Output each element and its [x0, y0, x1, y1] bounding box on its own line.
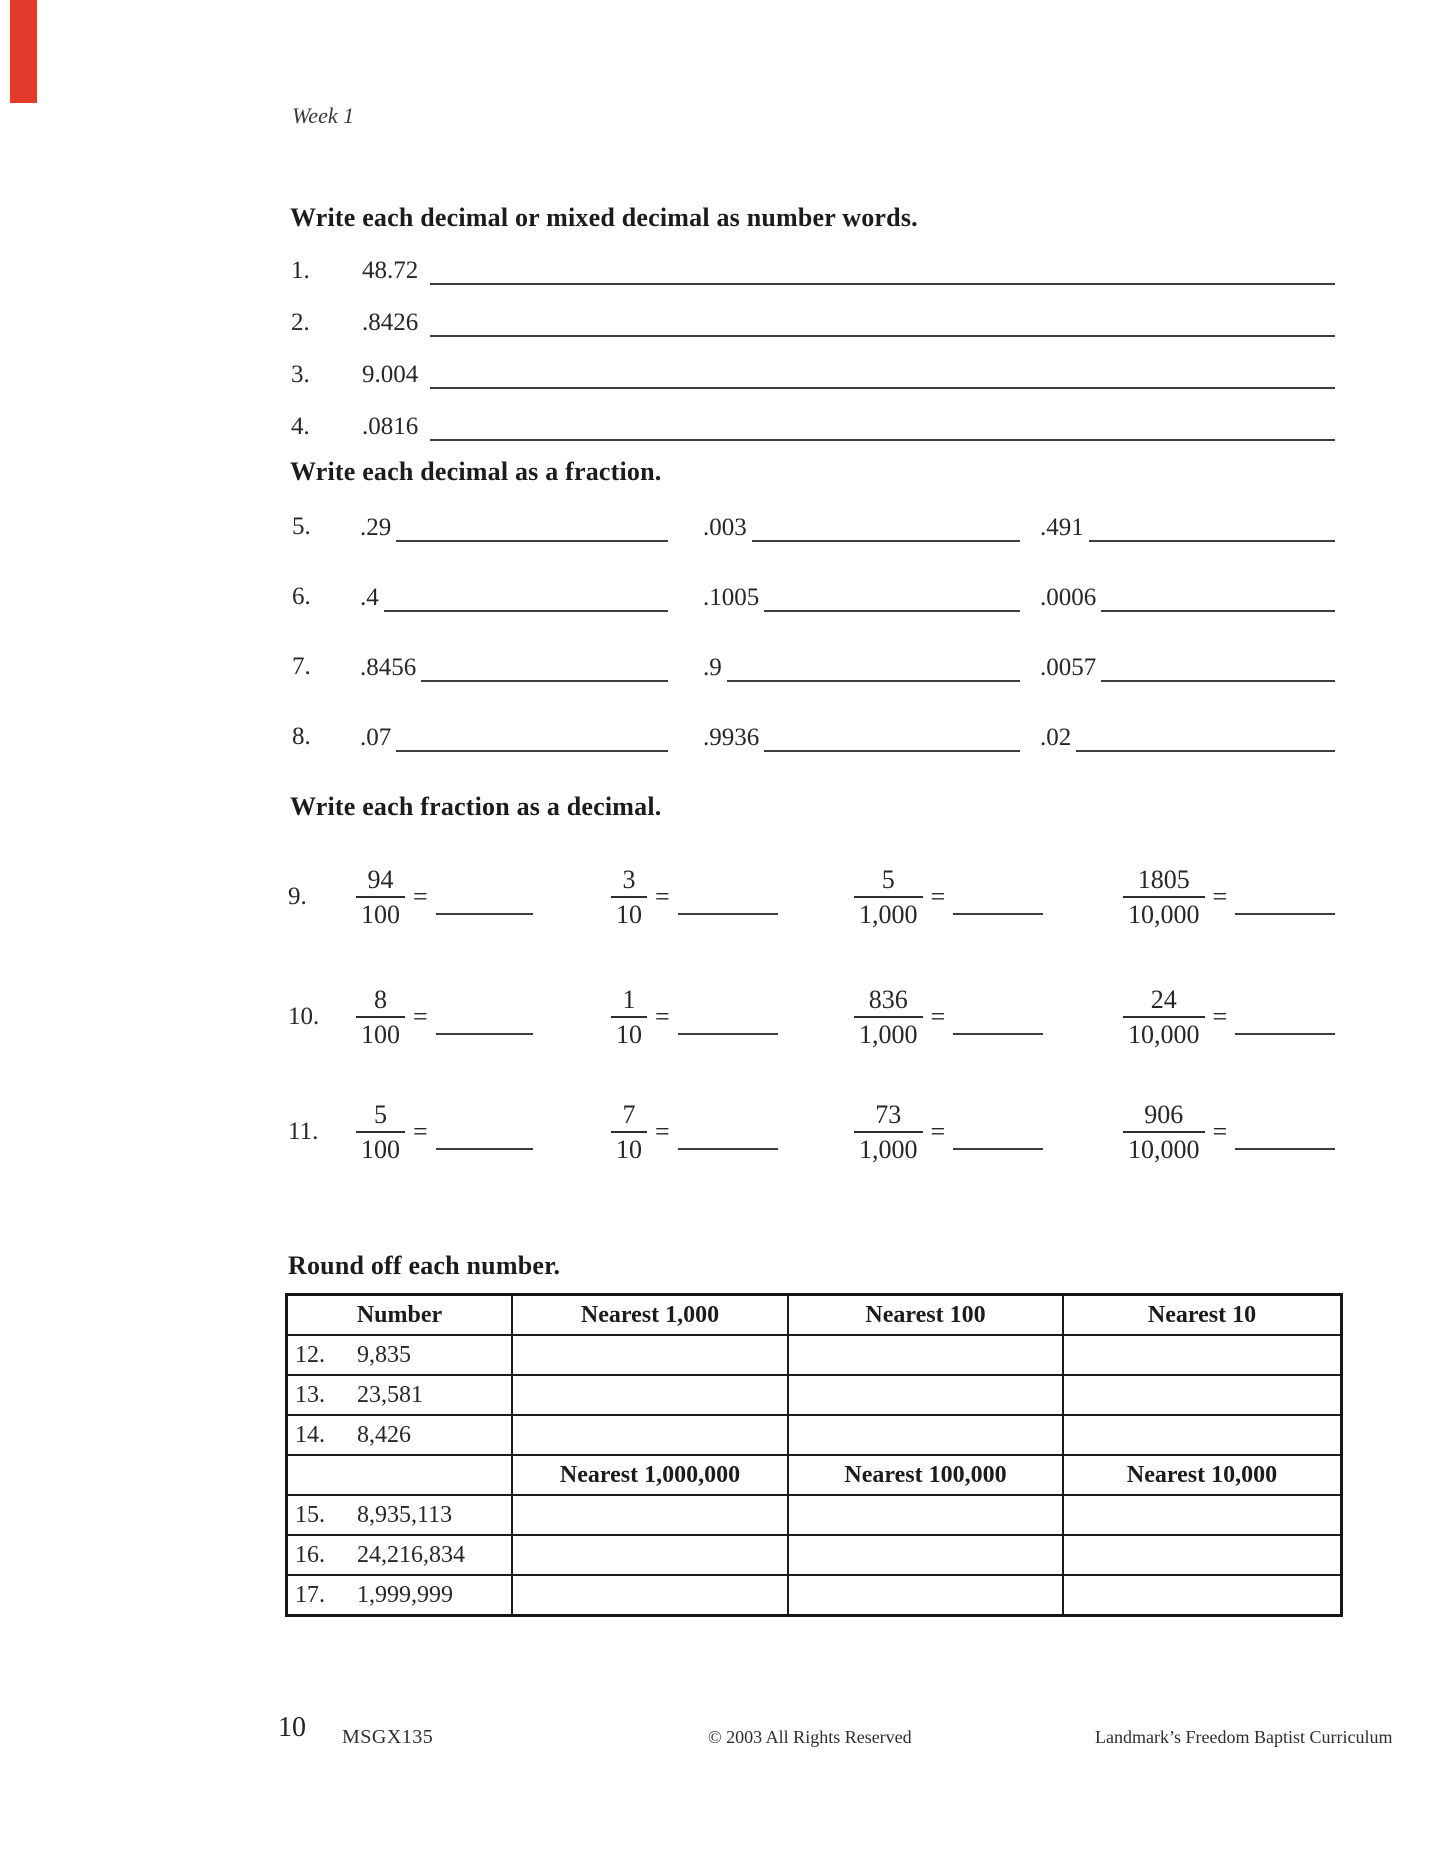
- table-row: [288, 1376, 513, 1416]
- equals-sign: =: [930, 882, 946, 911]
- problem-value: .0816: [362, 413, 419, 440]
- answer-blank: [1235, 1033, 1335, 1035]
- problem-number: 6.: [292, 583, 311, 610]
- answer-blank: [1235, 913, 1335, 915]
- section-heading-decimal-to-fraction: Write each decimal as a fraction.: [290, 457, 662, 486]
- answer-blank: [430, 436, 1335, 441]
- problem-number: 2.: [291, 309, 310, 336]
- answer-blank: [421, 677, 668, 682]
- fraction-denominator: 10: [611, 1131, 647, 1163]
- problem-row: [291, 255, 1335, 285]
- problem-number: 11.: [288, 1118, 319, 1145]
- table-row-number: 16.: [295, 1541, 325, 1568]
- table-empty-cell: [513, 1416, 789, 1456]
- answer-blank: [1101, 677, 1335, 682]
- problem-value: 48.72: [362, 257, 419, 284]
- fraction-problem: [356, 972, 533, 1062]
- table-empty-cell: [513, 1336, 789, 1376]
- equals-sign: =: [1212, 1002, 1228, 1031]
- answer-blank: [1076, 747, 1335, 752]
- fraction-numerator: 7: [622, 1099, 636, 1129]
- fraction: [611, 864, 647, 929]
- fraction-problem: [1123, 1087, 1335, 1177]
- problem-number: 8.: [292, 723, 311, 750]
- fraction-numerator: 8: [374, 984, 387, 1014]
- fraction: [1123, 984, 1205, 1049]
- equals-sign: =: [413, 1117, 428, 1146]
- table-empty-cell: [513, 1536, 789, 1576]
- fraction: [356, 864, 405, 929]
- fraction-problem: [854, 852, 1043, 942]
- problem-row: [0, 1087, 1445, 1177]
- fraction-denominator: 10: [611, 896, 647, 928]
- problem-number: 9.: [288, 883, 307, 910]
- week-label: Week 1: [292, 103, 355, 128]
- fraction-denominator: 10,000: [1123, 1016, 1205, 1048]
- fraction-denominator: 1,000: [854, 1016, 923, 1048]
- footer-page-number: 10: [278, 1712, 306, 1743]
- fraction-denominator: 1,000: [854, 1131, 923, 1163]
- answer-blank: [396, 537, 668, 542]
- table-header-cell: Nearest 100: [789, 1296, 1064, 1336]
- answer-blank: [764, 607, 1020, 612]
- fraction-numerator: 73: [875, 1099, 902, 1129]
- fraction-problem: [356, 852, 533, 942]
- fraction-numerator: 5: [374, 1099, 387, 1129]
- problem-value: .0006: [1040, 584, 1097, 611]
- footer-publisher: Landmark’s Freedom Baptist Curriculum: [1095, 1727, 1393, 1747]
- fraction-denominator: 100: [356, 896, 405, 928]
- answer-blank: [752, 537, 1020, 542]
- answer-blank: [396, 747, 668, 752]
- section-heading-fraction-to-decimal: Write each fraction as a decimal.: [290, 792, 662, 821]
- table-header-cell: Nearest 100,000: [789, 1456, 1064, 1496]
- fraction-numerator: 24: [1150, 984, 1177, 1014]
- fraction: [854, 1099, 923, 1164]
- table-empty-cell: [1064, 1576, 1340, 1614]
- table-header-cell: Nearest 1,000: [513, 1296, 789, 1336]
- fraction-problem: [611, 852, 778, 942]
- table-row-number: 14.: [295, 1421, 325, 1448]
- equals-sign: =: [930, 1117, 946, 1146]
- problem-row: [0, 720, 1445, 752]
- fraction-problem: [356, 1087, 533, 1177]
- fraction-denominator: 10,000: [1123, 1131, 1205, 1163]
- fraction: [1123, 1099, 1205, 1164]
- red-scan-marker: [10, 0, 37, 103]
- fraction-problem: [611, 1087, 778, 1177]
- table-row-value: 9,835: [357, 1341, 411, 1368]
- problem-value: .003: [703, 514, 747, 541]
- answer-blank: [1089, 537, 1335, 542]
- table-empty-cell: [789, 1496, 1064, 1536]
- table-empty-cell: [513, 1576, 789, 1614]
- equals-sign: =: [413, 1002, 428, 1031]
- problem-value: .07: [360, 724, 392, 751]
- problem-number: 10.: [288, 1003, 320, 1030]
- table-empty-cell: [789, 1576, 1064, 1614]
- problem-value: 9.004: [362, 361, 419, 388]
- answer-blank: [764, 747, 1020, 752]
- fraction-denominator: 10,000: [1123, 896, 1205, 928]
- table-empty-cell: [789, 1376, 1064, 1416]
- answer-blank: [430, 332, 1335, 337]
- table-header-cell: Number: [288, 1296, 513, 1336]
- problem-value: .9936: [703, 724, 760, 751]
- table-row: [288, 1496, 513, 1536]
- table-header-cell: Nearest 10: [1064, 1296, 1340, 1336]
- table-row: [288, 1416, 513, 1456]
- fraction-numerator: 5: [881, 864, 895, 894]
- problem-row: [0, 972, 1445, 1062]
- equals-sign: =: [655, 1002, 670, 1031]
- table-row-number: 12.: [295, 1341, 325, 1368]
- fraction-problem: [854, 972, 1043, 1062]
- answer-blank: [436, 1033, 533, 1035]
- table-empty-cell: [789, 1416, 1064, 1456]
- table-empty-cell: [789, 1536, 1064, 1576]
- table-empty-cell: [1064, 1416, 1340, 1456]
- footer-copyright: © 2003 All Rights Reserved: [708, 1727, 912, 1747]
- fraction: [1123, 864, 1205, 929]
- table-row-value: 8,426: [357, 1421, 411, 1448]
- fraction-numerator: 94: [367, 864, 394, 894]
- answer-blank: [953, 1033, 1043, 1035]
- table-row-value: 24,216,834: [357, 1541, 465, 1568]
- fraction-denominator: 1,000: [854, 896, 923, 928]
- fraction-denominator: 100: [356, 1016, 405, 1048]
- fraction: [356, 1099, 405, 1164]
- table-row-value: 23,581: [357, 1381, 423, 1408]
- answer-blank: [727, 677, 1020, 682]
- table-empty-cell: [1064, 1336, 1340, 1376]
- problem-row: [291, 411, 1335, 441]
- footer-doc-code: MSGX135: [342, 1726, 434, 1748]
- rounding-table: [285, 1293, 1343, 1617]
- table-row: [288, 1576, 513, 1614]
- answer-blank: [1101, 607, 1335, 612]
- equals-sign: =: [1212, 1117, 1228, 1146]
- fraction-problem: [1123, 852, 1335, 942]
- table-row: [288, 1536, 513, 1576]
- problem-number: 7.: [292, 653, 311, 680]
- fraction: [356, 984, 405, 1049]
- table-empty-cell: [1064, 1496, 1340, 1536]
- fraction-numerator: 1: [622, 984, 636, 1014]
- fraction-numerator: 836: [868, 984, 908, 1014]
- problem-value: .0057: [1040, 654, 1097, 681]
- fraction-problem: [1123, 972, 1335, 1062]
- problem-number: 1.: [291, 257, 310, 284]
- table-row-number: 13.: [295, 1381, 325, 1408]
- problem-value: .8426: [362, 309, 419, 336]
- problem-row: [0, 852, 1445, 942]
- equals-sign: =: [655, 1117, 670, 1146]
- table-row-number: 17.: [295, 1581, 325, 1608]
- equals-sign: =: [655, 882, 670, 911]
- answer-blank: [678, 913, 778, 915]
- table-empty-cell: [789, 1336, 1064, 1376]
- table-row-value: 1,999,999: [357, 1581, 453, 1608]
- problem-value: .02: [1040, 724, 1072, 751]
- table-empty-cell: [513, 1376, 789, 1416]
- answer-blank: [953, 913, 1043, 915]
- fraction-denominator: 10: [611, 1016, 647, 1048]
- fraction-problem: [611, 972, 778, 1062]
- fraction-numerator: 1805: [1137, 864, 1190, 894]
- fraction: [611, 1099, 647, 1164]
- answer-blank: [436, 1148, 533, 1150]
- problem-row: [0, 510, 1445, 542]
- table-header-cell: Nearest 10,000: [1064, 1456, 1340, 1496]
- answer-blank: [953, 1148, 1043, 1150]
- answer-blank: [1235, 1148, 1335, 1150]
- table-empty-cell: [1064, 1376, 1340, 1416]
- table-empty-cell: [1064, 1536, 1340, 1576]
- problem-row: [291, 359, 1335, 389]
- problem-value: .29: [360, 514, 392, 541]
- section-heading-rounding: Round off each number.: [288, 1251, 561, 1280]
- problem-value: .1005: [703, 584, 760, 611]
- answer-blank: [678, 1148, 778, 1150]
- fraction-denominator: 100: [356, 1131, 405, 1163]
- equals-sign: =: [930, 1002, 946, 1031]
- table-row-number: 15.: [295, 1501, 325, 1528]
- answer-blank: [678, 1033, 778, 1035]
- answer-blank: [430, 384, 1335, 389]
- problem-value: .8456: [360, 654, 417, 681]
- table-row: [288, 1336, 513, 1376]
- problem-row: [291, 307, 1335, 337]
- problem-number: 3.: [291, 361, 310, 388]
- fraction: [854, 984, 923, 1049]
- fraction: [854, 864, 923, 929]
- equals-sign: =: [1212, 882, 1228, 911]
- problem-row: [0, 580, 1445, 612]
- problem-value: .491: [1040, 514, 1084, 541]
- fraction-numerator: 3: [622, 864, 636, 894]
- problem-value: .4: [360, 584, 379, 611]
- problem-number: 5.: [292, 513, 311, 540]
- problem-row: [0, 650, 1445, 682]
- answer-blank: [436, 913, 533, 915]
- fraction-numerator: 906: [1144, 1099, 1184, 1129]
- equals-sign: =: [413, 882, 428, 911]
- problem-value: .9: [703, 654, 722, 681]
- fraction-problem: [854, 1087, 1043, 1177]
- table-empty-cell: [513, 1496, 789, 1536]
- problem-number: 4.: [291, 413, 310, 440]
- fraction: [611, 984, 647, 1049]
- table-row-value: 8,935,113: [357, 1501, 453, 1528]
- answer-blank: [384, 607, 668, 612]
- table-empty-cell: [288, 1456, 513, 1496]
- section-heading-number-words: Write each decimal or mixed decimal as number words.: [290, 203, 918, 232]
- table-header-cell: Nearest 1,000,000: [513, 1456, 789, 1496]
- answer-blank: [430, 280, 1335, 285]
